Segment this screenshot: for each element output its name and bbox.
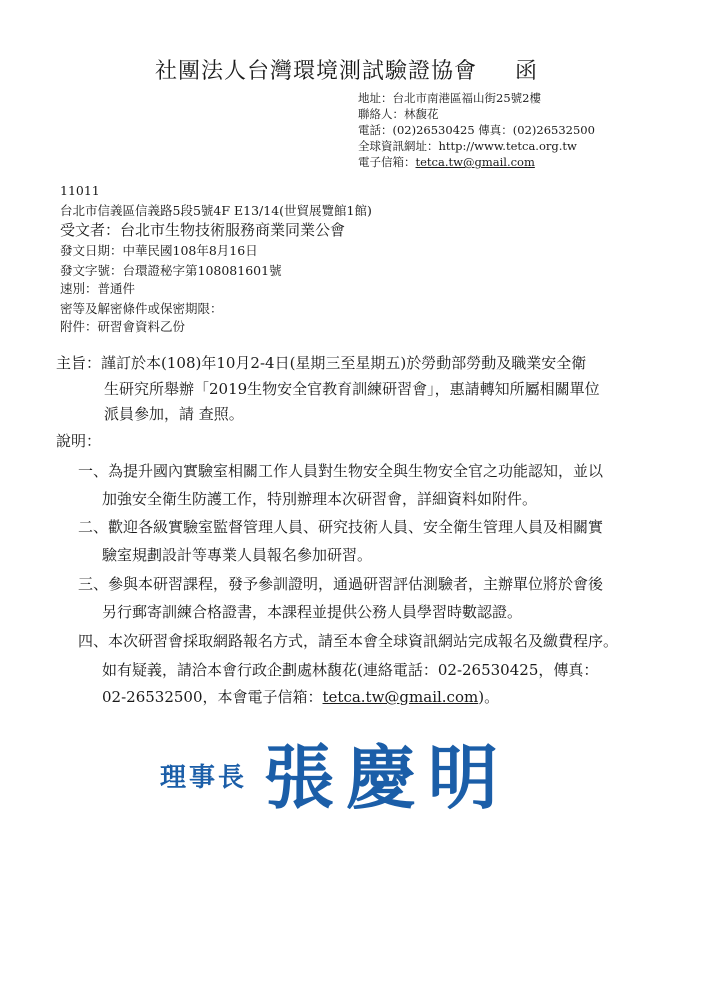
item-4-line-3-end: )。 <box>478 688 500 706</box>
header-phone: 電話：(02)26530425 傳真：(02)26532500 <box>358 123 595 137</box>
recipient-to: 受文者：台北市生物技術服務商業同業公會 <box>60 221 346 239</box>
header-address: 地址：台北市南港區福山街25號2樓 <box>358 91 541 105</box>
header-contact: 聯絡人：林馥花 <box>358 107 439 121</box>
explanation-label: 說明： <box>56 432 102 450</box>
item-1-line-2: 加強安全衛生防護工作，特別辦理本次研習會，詳細資料如附件。 <box>102 490 538 508</box>
attachment: 附件：研習會資料乙份 <box>60 319 186 334</box>
delivery-speed: 速別：普通件 <box>60 281 136 296</box>
item-1-line-1: 一、為提升國內實驗室相關工作人員對生物安全與生物安全官之功能認知，並以 <box>78 462 604 480</box>
item-4-line-3 <box>102 686 499 707</box>
item-3-line-2: 另行郵寄訓練合格證書，本課程並提供公務人員學習時數認證。 <box>102 603 523 621</box>
signature-title: 理事長 <box>160 763 248 793</box>
item-4-line-3-text: 02-26532500，本會電子信箱： <box>102 688 323 706</box>
doc-type: 函 <box>515 59 539 84</box>
subject-line-2: 生研究所舉辦「2019生物安全官教育訓練研習會」，惠請轉知所屬相關單位 <box>104 380 600 398</box>
body-email-link[interactable]: tetca.tw@gmail.com <box>322 688 479 706</box>
item-3-line-1: 三、參與本研習課程，發予參訓證明，通過研習評估測驗者，主辦單位將於會後 <box>78 575 604 593</box>
doc-number: 發文字號：台環證秘字第108081601號 <box>60 263 282 278</box>
item-2-line-1: 二、歡迎各級實驗室監督管理人員、研究技術人員、安全衛生管理人員及相關實 <box>78 518 604 536</box>
issue-date: 發文日期：中華民國108年8月16日 <box>60 243 258 258</box>
signature-name: 張慶明 <box>264 736 510 819</box>
subject-line-1: 主旨：謹訂於本(108)年10月2-4日(星期三至星期五)於勞動部勞動及職業安全衛 <box>56 354 587 372</box>
header-email-link[interactable]: tetca.tw@gmail.com <box>415 155 535 169</box>
item-2-line-2: 驗室規劃設計等專業人員報名參加研習。 <box>102 546 373 564</box>
confidentiality: 密等及解密條件或保密期限： <box>60 301 223 316</box>
header-email-row <box>358 154 535 170</box>
recipient-address: 台北市信義區信義路5段5號4F E13/14(世貿展覽館1館) <box>60 203 372 218</box>
org-name: 社團法人台灣環境測試驗證協會 <box>155 59 478 84</box>
item-4-line-2: 如有疑義，請洽本會行政企劃處林馥花(連絡電話：02-26530425，傳真： <box>102 661 599 679</box>
postal-code: 11011 <box>60 183 100 198</box>
email-label: 電子信箱： <box>358 155 416 169</box>
item-4-line-1: 四、本次研習會採取網路報名方式，請至本會全球資訊網站完成報名及繳費程序。 <box>78 632 619 650</box>
header-website: 全球資訊網址：http://www.tetca.org.tw <box>358 139 577 153</box>
organization-title <box>155 54 538 85</box>
subject-line-3: 派員參加，請 查照。 <box>104 405 244 423</box>
